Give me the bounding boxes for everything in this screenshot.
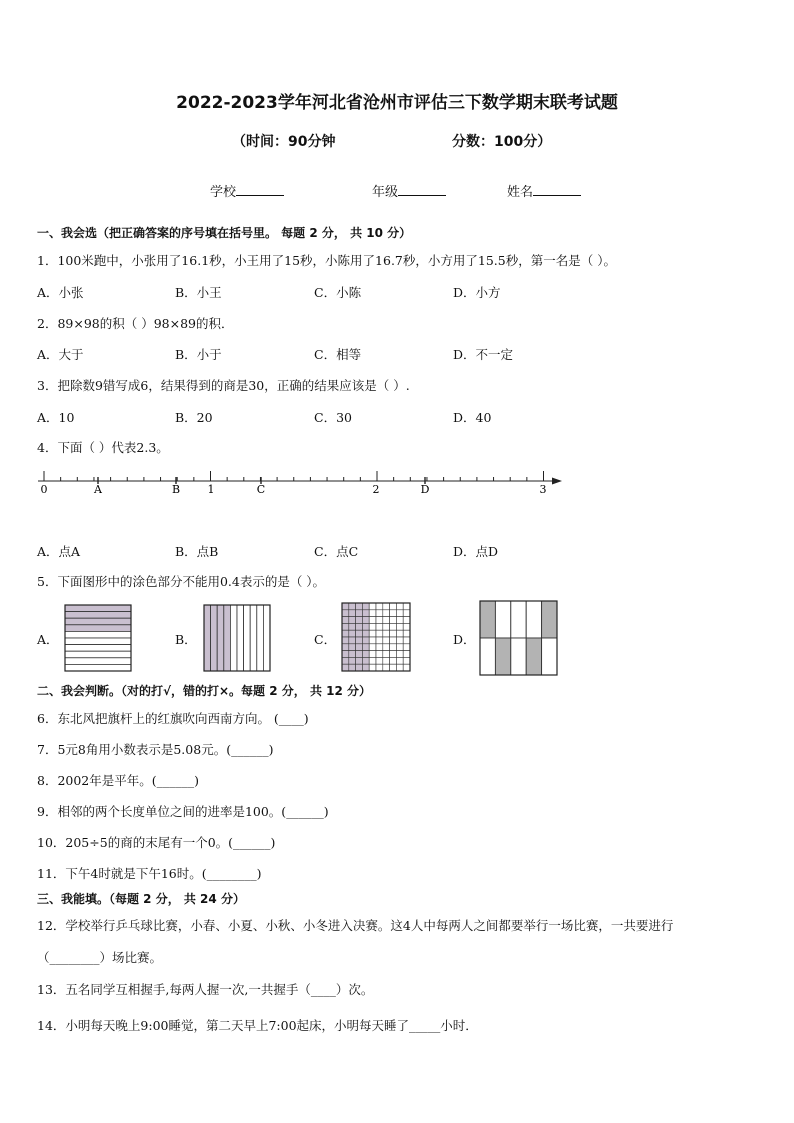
q5-option-b[interactable]: B．	[175, 632, 197, 647]
figure-c-hundred-grid	[341, 602, 411, 672]
q2-option-a[interactable]: A．大于	[37, 347, 84, 362]
grid-cell	[396, 637, 403, 644]
strip	[65, 605, 131, 612]
grade-field	[372, 181, 446, 200]
grid-cell	[356, 603, 363, 610]
grid-cell	[349, 651, 356, 658]
number-line	[30, 465, 570, 501]
question-7: 7．5元8角用小数表示是5.08元。(______)	[37, 742, 274, 757]
question-3: 3．把除数9错写成6，结果得到的商是30，正确的结果应该是（ ）.	[37, 378, 410, 393]
strip	[65, 664, 131, 671]
strip	[65, 645, 131, 652]
figure-d-ten-cells	[479, 600, 558, 676]
point-label-a: A	[94, 483, 102, 496]
grid-cell	[342, 657, 349, 664]
q5-option-c[interactable]: C．	[314, 632, 337, 647]
strip	[257, 605, 264, 671]
grid-cell	[362, 664, 369, 671]
grid-cell	[356, 610, 363, 617]
question-8: 8．2002年是平年。(______)	[37, 773, 200, 788]
grid-cell	[376, 610, 383, 617]
grid-cell	[396, 664, 403, 671]
grid-cell	[383, 617, 390, 624]
figure-a-horizontal-strips	[64, 604, 132, 672]
grid-cell	[342, 603, 349, 610]
grid-cell	[396, 623, 403, 630]
tick-label-0: 0	[40, 483, 48, 496]
grid-cell	[396, 610, 403, 617]
grid-cell	[383, 637, 390, 644]
grid-cell	[349, 664, 356, 671]
grid-cell	[369, 637, 376, 644]
grid-cell	[376, 651, 383, 658]
strip	[211, 605, 218, 671]
grid-cell	[403, 617, 410, 624]
grid-cell	[356, 644, 363, 651]
grid-cell	[342, 644, 349, 651]
grid-cell	[369, 644, 376, 651]
grid-cell	[403, 664, 410, 671]
q5-option-a[interactable]: A．	[37, 632, 59, 647]
section-1-heading: 一、我会选（把正确答案的序号填在括号里。 每题 2 分， 共 10 分）	[37, 226, 412, 240]
grid-cell	[342, 637, 349, 644]
q1-option-d[interactable]: D．小方	[453, 285, 501, 300]
point-label-b: B	[171, 483, 181, 496]
grid-cell	[396, 657, 403, 664]
grid-cell	[342, 610, 349, 617]
question-9: 9．相邻的两个长度单位之间的进率是100。(______)	[37, 804, 329, 819]
grade-label: 年级	[372, 185, 399, 200]
question-10: 10．205÷5的商的末尾有一个0。(______)	[37, 835, 276, 850]
grid-cell	[383, 623, 390, 630]
grid-cell	[369, 617, 376, 624]
cell	[495, 638, 510, 675]
grid-cell	[342, 651, 349, 658]
strip	[65, 651, 131, 658]
page-title: 2022-2023学年河北省沧州市评估三下数学期末联考试题	[176, 93, 618, 113]
question-2: 2．89×98的积（ ）98×89的积．	[37, 316, 234, 331]
grid-cell	[369, 651, 376, 658]
section-3-heading: 三、我能填。（每题 2 分， 共 24 分）	[37, 892, 245, 906]
grid-cell	[390, 630, 397, 637]
tick-label-1: 1	[207, 483, 215, 496]
grid-cell	[403, 610, 410, 617]
cell	[480, 638, 495, 675]
grid-cell	[390, 637, 397, 644]
question-11: 11．下午4时就是下午16时。(________)	[37, 866, 262, 881]
grid-cell	[390, 617, 397, 624]
grid-cell	[349, 603, 356, 610]
q1-option-c[interactable]: C．小陈	[314, 285, 362, 300]
question-13: 13．五名同学互相握手,每两人握一次,一共握手（____）次。	[37, 982, 374, 997]
q4-option-c[interactable]: C．点C	[314, 544, 359, 559]
grid-cell	[362, 651, 369, 658]
exam-time: （时间：90分钟	[232, 134, 336, 150]
grid-cell	[383, 644, 390, 651]
grid-cell	[376, 644, 383, 651]
question-5: 5．下面图形中的涂色部分不能用0.4表示的是（ ）。	[37, 574, 326, 589]
grid-cell	[349, 617, 356, 624]
grade-blank[interactable]	[398, 183, 446, 196]
grid-cell	[396, 630, 403, 637]
q4-option-b[interactable]: B．点B	[175, 544, 219, 559]
cell	[480, 601, 495, 638]
grid-cell	[390, 644, 397, 651]
grid-cell	[369, 623, 376, 630]
grid-cell	[396, 617, 403, 624]
number-line-ticks	[44, 471, 544, 484]
grid-cell	[356, 637, 363, 644]
grid-cell	[403, 623, 410, 630]
q2-option-c[interactable]: C．相等	[314, 347, 362, 362]
grid-cell	[356, 657, 363, 664]
grid-cell	[369, 603, 376, 610]
exam-score: 分数：100分）	[452, 134, 552, 150]
question-12-line-2: （________）场比赛。	[37, 950, 163, 965]
strip	[263, 605, 270, 671]
grid-cell	[403, 603, 410, 610]
grid-cell	[396, 603, 403, 610]
grid-cell	[383, 630, 390, 637]
grid-cell	[362, 657, 369, 664]
grid-cell	[342, 623, 349, 630]
grid-cell	[376, 657, 383, 664]
grid-cell	[356, 630, 363, 637]
grid-cell	[362, 610, 369, 617]
q3-option-c[interactable]: C．30	[314, 410, 352, 425]
grid-cell	[376, 637, 383, 644]
cell	[511, 601, 526, 638]
question-12-line-1: 12．学校举行乒乓球比赛，小春、小夏、小秋、小冬进入决赛。这4人中每两人之间都要举行一场比赛，一共要进行	[37, 918, 674, 933]
strip	[65, 638, 131, 645]
grid-cell	[403, 630, 410, 637]
grid-cell	[383, 651, 390, 658]
grid-cell	[349, 623, 356, 630]
grid-cell	[396, 651, 403, 658]
grid-cell	[369, 610, 376, 617]
cell	[526, 601, 541, 638]
grid-cell	[390, 664, 397, 671]
grid-cell	[390, 657, 397, 664]
point-label-c: C	[256, 483, 266, 496]
strip	[65, 618, 131, 625]
grid-cell	[403, 657, 410, 664]
grid-cell	[403, 637, 410, 644]
grid-cell	[356, 617, 363, 624]
grid-cell	[403, 651, 410, 658]
question-6: 6．东北风把旗杆上的红旗吹向西南方向。 (____)	[37, 711, 309, 726]
name-blank[interactable]	[533, 183, 581, 196]
cell	[526, 638, 541, 675]
grid-cell	[369, 664, 376, 671]
grid-cell	[342, 617, 349, 624]
school-blank[interactable]	[236, 183, 284, 196]
q1-option-b[interactable]: B．小王	[175, 285, 222, 300]
cell	[542, 638, 557, 675]
grid-cell	[356, 664, 363, 671]
grid-cell	[349, 637, 356, 644]
grid-cell	[362, 644, 369, 651]
question-1: 1．100米跑中，小张用了16.1秒，小王用了15秒，小陈用了16.7秒，小方用了15.5秒，第一名是（ ）。	[37, 253, 616, 268]
number-line-arrow	[552, 478, 562, 485]
grid-cell	[356, 623, 363, 630]
tick-label-2: 2	[372, 483, 380, 496]
grid-cell	[362, 637, 369, 644]
grid-cell	[369, 657, 376, 664]
q1-option-a[interactable]: A．小张	[37, 285, 84, 300]
q3-option-a[interactable]: A．10	[37, 410, 75, 425]
grid-cell	[349, 657, 356, 664]
grid-cell	[349, 610, 356, 617]
grid-cell	[376, 664, 383, 671]
strip	[65, 612, 131, 619]
grid-cell	[383, 603, 390, 610]
figure-b-vertical-strips	[203, 604, 271, 672]
grid-cell	[349, 630, 356, 637]
grid-cell	[362, 630, 369, 637]
strip	[237, 605, 244, 671]
grid-cell	[369, 630, 376, 637]
school-label: 学校	[210, 185, 237, 200]
cell	[495, 601, 510, 638]
question-14: 14．小明每天晚上9:00睡觉，第二天早上7:00起床，小明每天睡了_____小时．	[37, 1018, 478, 1033]
section-2-heading: 二、我会判断。（对的打√，错的打×。每题 2 分， 共 12 分）	[37, 684, 371, 698]
grid-cell	[390, 610, 397, 617]
grid-cell	[383, 610, 390, 617]
cell	[542, 601, 557, 638]
q5-option-d[interactable]: D．	[453, 632, 476, 647]
grid-cell	[376, 617, 383, 624]
q4-option-d[interactable]: D．点D	[453, 544, 499, 559]
q3-option-d[interactable]: D．40	[453, 410, 492, 425]
grid-cell	[383, 664, 390, 671]
q4-option-a[interactable]: A．点A	[37, 544, 81, 559]
strip	[204, 605, 211, 671]
strip	[230, 605, 237, 671]
grid-cell	[390, 651, 397, 658]
strip	[224, 605, 231, 671]
grid-cell	[376, 603, 383, 610]
point-label-d: D	[420, 483, 430, 496]
grid-cell	[349, 644, 356, 651]
grid-cell	[362, 617, 369, 624]
grid-cell	[342, 630, 349, 637]
strip	[217, 605, 224, 671]
q3-option-b[interactable]: B．20	[175, 410, 213, 425]
question-4: 4．下面（ ）代表2.3。	[37, 440, 169, 455]
cell	[511, 638, 526, 675]
q2-option-b[interactable]: B．小于	[175, 347, 222, 362]
grid-cell	[383, 657, 390, 664]
grid-cell	[376, 623, 383, 630]
grid-cell	[396, 644, 403, 651]
name-field	[507, 181, 581, 200]
grid-cell	[390, 623, 397, 630]
strip	[65, 625, 131, 632]
strip	[65, 658, 131, 665]
school-field	[210, 181, 284, 200]
name-label: 姓名	[507, 185, 534, 200]
strip	[65, 631, 131, 638]
strip	[244, 605, 251, 671]
strip	[250, 605, 257, 671]
grid-cell	[362, 603, 369, 610]
grid-cell	[362, 623, 369, 630]
grid-cell	[356, 651, 363, 658]
grid-cell	[342, 664, 349, 671]
q2-option-d[interactable]: D．不一定	[453, 347, 514, 362]
grid-cell	[390, 603, 397, 610]
grid-cell	[376, 630, 383, 637]
grid-cell	[403, 644, 410, 651]
tick-label-3: 3	[539, 483, 547, 496]
